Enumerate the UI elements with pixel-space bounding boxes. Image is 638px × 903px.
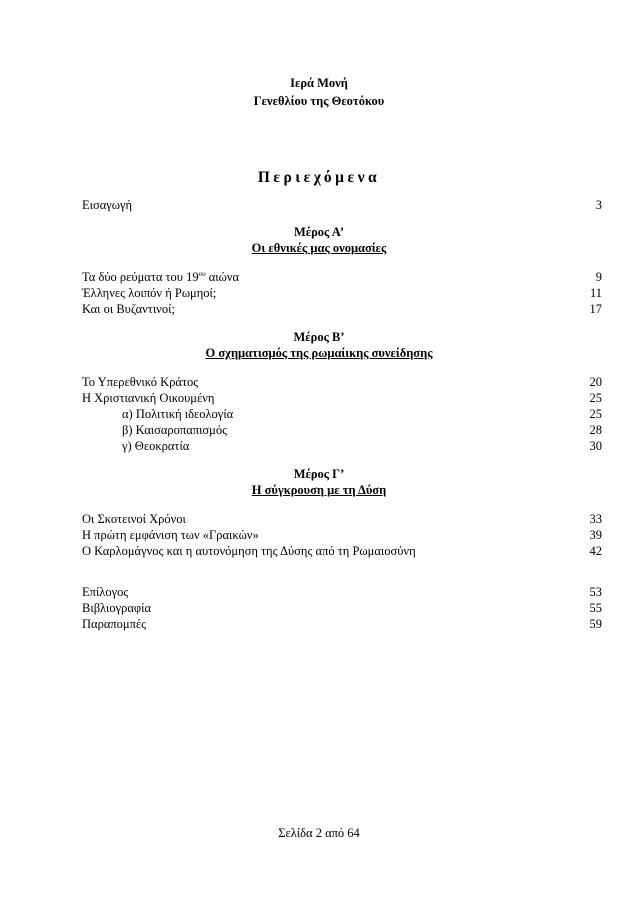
toc-entry-page: 30 bbox=[589, 439, 602, 453]
toc-entry-label: Βιβλιογραφία bbox=[82, 601, 152, 615]
toc-subentry bbox=[82, 406, 602, 422]
toc-entry bbox=[82, 374, 602, 390]
toc-entry bbox=[82, 543, 602, 559]
toc-entry bbox=[82, 301, 602, 317]
toc-entry bbox=[82, 527, 602, 543]
toc-entry-label: Ο Καρλομάγνος και η αυτονόμηση της Δύσης από τη Ρωμαιοσύνη bbox=[82, 544, 416, 558]
toc-entry-page: 28 bbox=[589, 423, 602, 437]
part-b-heading: Μέρος Β’ bbox=[293, 330, 345, 344]
toc-entry-page: 17 bbox=[589, 302, 602, 316]
toc-entry-page: 9 bbox=[595, 270, 602, 284]
toc-entry-label: Εισαγωγή bbox=[82, 198, 133, 212]
toc-entry bbox=[82, 390, 602, 406]
toc-subentry bbox=[82, 438, 602, 454]
toc-entry-label: α) Πολιτική ιδεολογία bbox=[122, 407, 234, 421]
toc-entry-bibliography bbox=[82, 600, 602, 616]
toc-entry-label: Παραπομπές bbox=[82, 617, 147, 631]
part-c-heading: Μέρος Γ’ bbox=[293, 467, 345, 481]
toc-entry-page: 39 bbox=[589, 528, 602, 542]
toc-entry-page: 25 bbox=[589, 407, 602, 421]
part-a-heading: Μέρος Α’ bbox=[293, 225, 345, 239]
toc-entry-label: Η πρώτη εμφάνιση των «Γραικών» bbox=[82, 528, 259, 542]
toc-entry bbox=[82, 511, 602, 527]
toc-entry-page: 11 bbox=[589, 286, 602, 300]
part-b-subtitle: Ο σχηματισμός της ρωμαίικης συνείδησης bbox=[205, 346, 433, 360]
toc-entry-label: Οι Σκοτεινοί Χρόνοι bbox=[82, 512, 186, 526]
toc-entry-page: 42 bbox=[589, 544, 602, 558]
toc-entry-label: Και οι Βυζαντινοί; bbox=[82, 302, 175, 316]
part-c-subtitle: Η σύγκρουση με τη Δύση bbox=[251, 483, 387, 497]
toc-entry-page: 25 bbox=[589, 391, 602, 405]
toc-entry-label: Έλληνες λοιπόν ή Ρωμηοί; bbox=[82, 286, 217, 300]
toc-entry-page: 20 bbox=[589, 375, 602, 389]
toc-entry-label: γ) Θεοκρατία bbox=[122, 439, 190, 453]
toc-entry-page: 59 bbox=[589, 617, 602, 631]
superscript-ordinal: ου bbox=[198, 270, 206, 278]
toc-entry-page: 3 bbox=[595, 198, 602, 212]
toc-entry-label: Η Χριστιανική Οικουμένη bbox=[82, 391, 215, 405]
toc-subentry bbox=[82, 422, 602, 438]
part-a-subtitle: Οι εθνικές μας ονομασίες bbox=[251, 241, 387, 255]
toc-entry bbox=[82, 269, 602, 285]
toc-entry-introduction bbox=[82, 197, 602, 213]
toc-entry-page: 53 bbox=[589, 585, 602, 599]
contents-title: Περιεχόμενα bbox=[257, 169, 381, 186]
page-footer: Σελίδα 2 από 64 bbox=[278, 826, 360, 840]
toc-entry-references bbox=[82, 616, 602, 632]
toc-entry-page: 33 bbox=[589, 512, 602, 526]
monastery-title: Ιερά Μονή bbox=[290, 76, 348, 90]
toc-entry-epilogue bbox=[82, 584, 602, 600]
toc-entry-label: Το Υπερεθνικό Κράτος bbox=[82, 375, 199, 389]
toc-entry bbox=[82, 285, 602, 301]
monastery-subtitle: Γενεθλίου της Θεοτόκου bbox=[253, 94, 385, 108]
toc-entry-label: Επίλογος bbox=[82, 585, 129, 599]
toc-entry-page: 55 bbox=[589, 601, 602, 615]
toc-entry-label: β) Καισαροπαπισμός bbox=[122, 423, 228, 437]
toc-entry-label: Τα δύο ρεύματα του $19^{o\upsilon}$ αιώνα bbox=[82, 270, 240, 284]
